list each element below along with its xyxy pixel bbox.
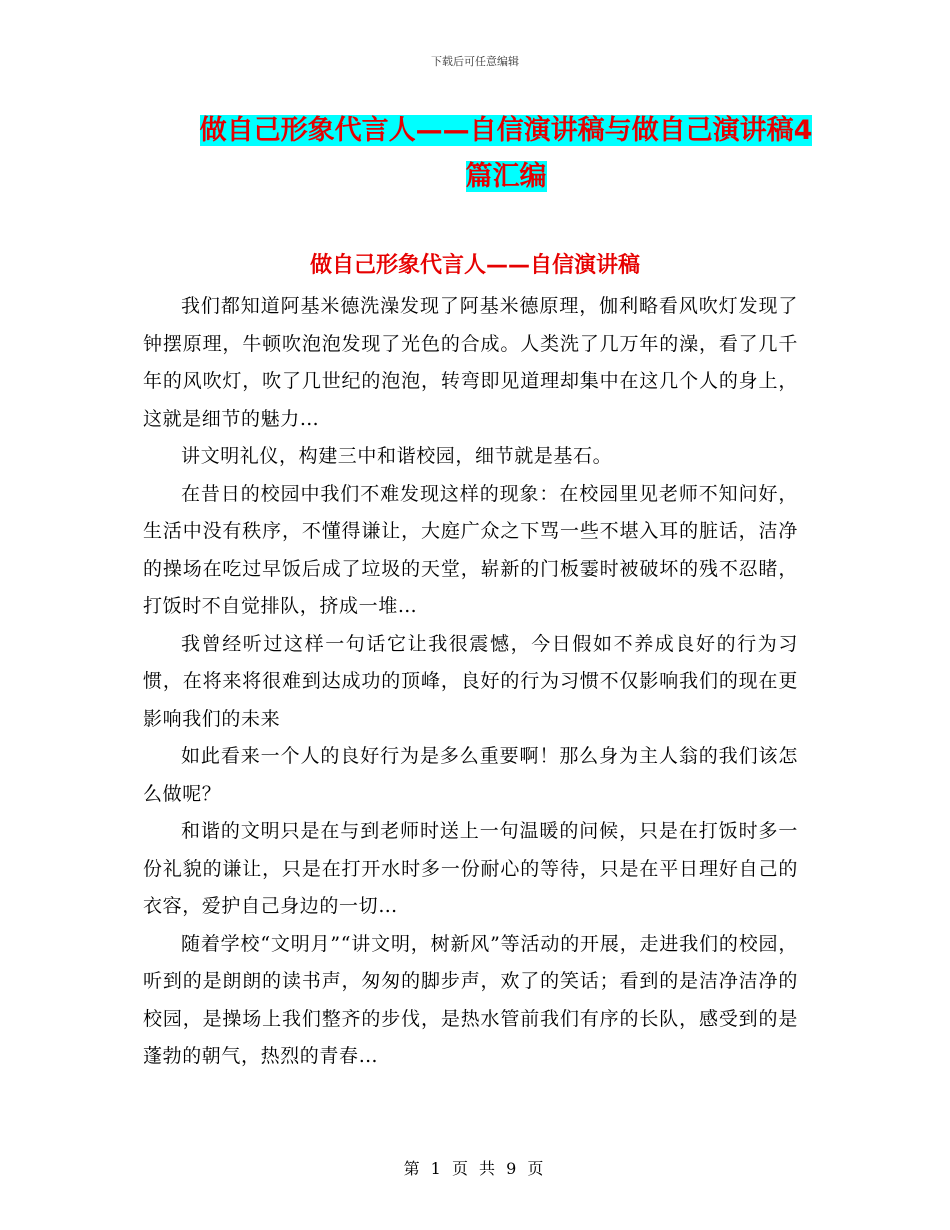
document-title-line-1: 做自己形象代言人——自信演讲稿与做自己演讲稿4 xyxy=(199,115,813,146)
header-note: 下载后可任意编辑 xyxy=(431,55,519,68)
paragraph: 随着学校“文明月”“讲文明，树新风”等活动的开展，走进我们的校园，听到的是朗朗的读书声，匆匆的脚步声，欢了的笑话；看到的是洁净洁净的校园，是操场上我们整齐的步伐，是热水管前我们有序的长队，感受到的是蓬勃的朝气，热烈的青春… xyxy=(143,932,798,1067)
paragraph: 我们都知道阿基米德洗澡发现了阿基米德原理，伽利略看风吹灯发现了钟摆原理，牛顿吹泡泡发现了光色的合成。人类洗了几万年的澡，看了几千年的风吹灯，吹了几世纪的泡泡，转弯即见道理却集中在这几个人的身上，这就是细节的魅力… xyxy=(143,295,798,430)
paragraph: 我曾经听过这样一句话它让我很震憾，今日假如不养成良好的行为习惯，在将来将很难到达成功的顶峰，良好的行为习惯不仅影响我们的现在更影响我们的未来 xyxy=(143,632,798,730)
section-title: 做自己形象代言人——自信演讲稿 xyxy=(309,253,640,278)
body-text xyxy=(143,288,798,1076)
paragraph: 和谐的文明只是在与到老师时送上一句温暖的问候，只是在打饭时多一份礼貌的谦让，只是在打开水时多一份耐心的等待，只是在平日理好自己的衣容，爱护自己身边的一切… xyxy=(143,820,798,917)
document-title-line-2: 篇汇编 xyxy=(465,161,547,192)
paragraph: 如此看来一个人的良好行为是多么重要啊！那么身为主人翁的我们该怎么做呢？ xyxy=(143,745,798,805)
page-number-footer: 第 1 页 共 9 页 xyxy=(403,1159,547,1178)
paragraph: 在昔日的校园中我们不难发现这样的现象：在校园里见老师不知问好，生活中没有秩序，不懂得谦让，大庭广众之下骂一些不堪入耳的脏话，洁净的操场在吃过早饭后成了垃圾的天堂，崭新的门板霎时被破坏的残不忍睹，打饭时不自觉排队，挤成一堆… xyxy=(143,482,798,617)
document-title xyxy=(196,108,816,200)
paragraph: 讲文明礼仪，构建三中和谐校园，细节就是基石。 xyxy=(181,445,613,467)
